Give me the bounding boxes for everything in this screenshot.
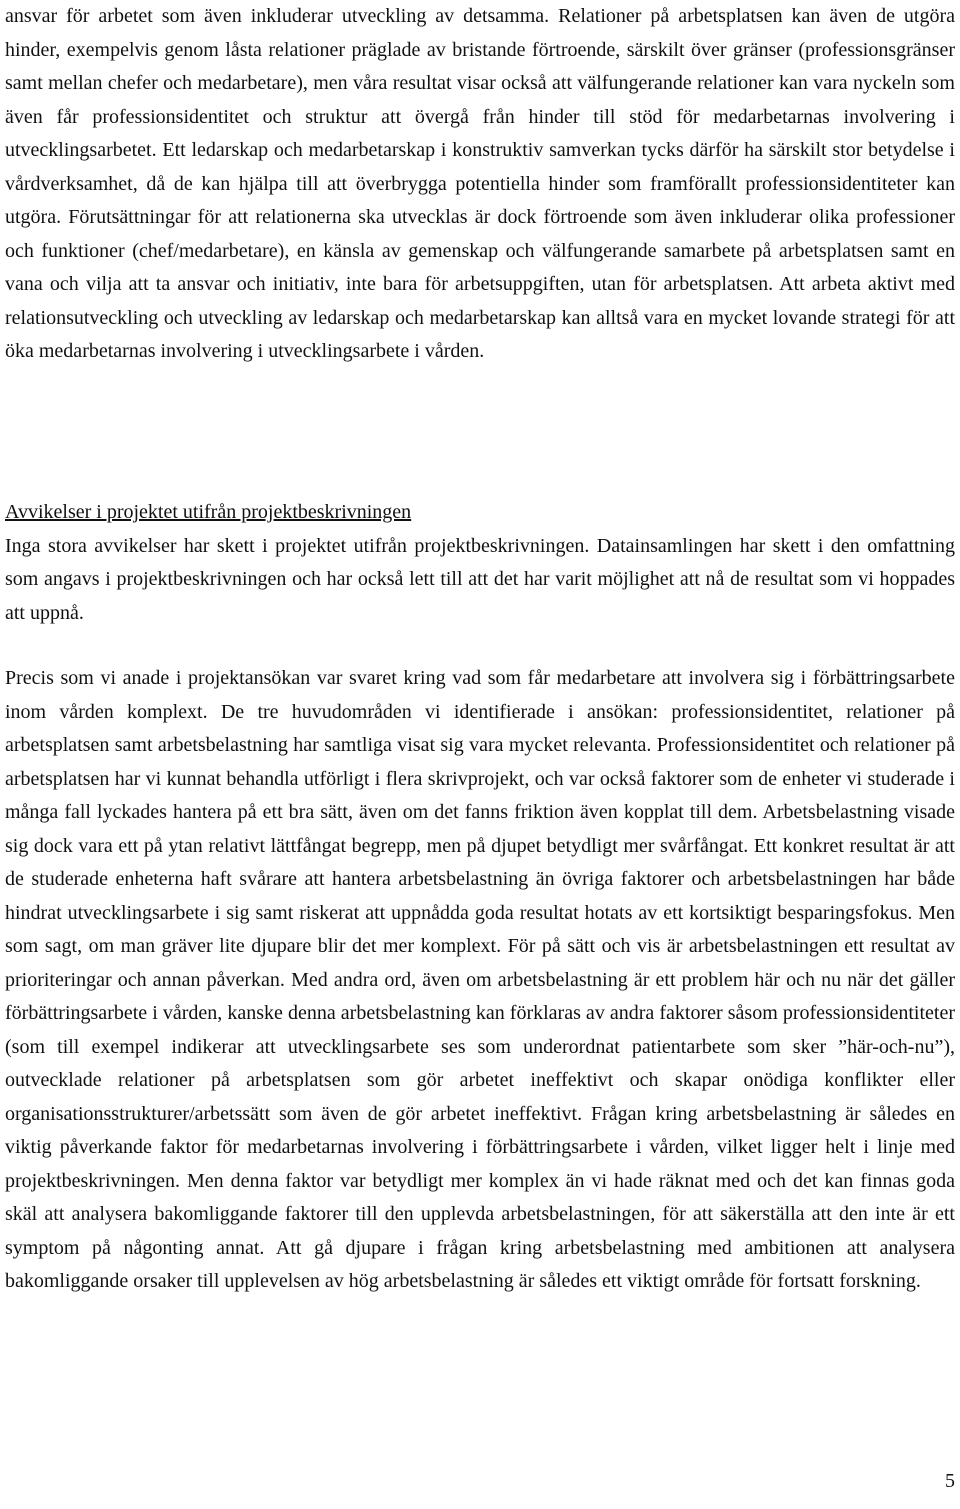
paragraph-deviations: Inga stora avvikelser har skett i projektet utifrån projektbeskrivningen. Datainsamlingen har skett i den omfattning som angavs i projektbeskrivningen och har också lett till att det har varit möjlighet att nå de resultat som vi hoppades att uppnå. <box>5 534 955 624</box>
paragraph-results: Precis som vi anade i projektansökan var svaret kring vad som får medarbetare att involvera sig i förbättringsarbete inom vården komplext. De tre huvudområden vi identifierade i ansökan: professionsidentitet, relationer på arbetsplatsen samt arbetsbelastning har samtliga visat sig vara mycket relevanta. Professionsidentitet och relationer på arbetsplatsen har vi kunnat behandla utförligt i flera skrivprojekt, och var också faktorer som de enheter vi studerade i många fall lyckades hantera på ett bra sätt, även om det fanns friktion även kopplat till dem. Arbetsbelastning visade sig dock vara ett på ytan relativt lättfångat begrepp, men på djupet betydligt mer svårfångat. Ett konkret resultat är att de studerade enheterna haft svårare att hantera arbetsbelastning än övriga faktorer och arbetsbelastningen har både hindrat utvecklingsarbete i sig samt riskerat att uppnådda goda resultat hotats av ett kortsiktigt besparingsfokus. Men som sagt, om man gräver lite djupare blir det mer komplext. För på sätt och vis är arbetsbelastningen ett resultat av prioriteringar och annan påverkan. Med andra ord, även om arbetsbelastning är ett problem här och nu när det gäller förbättringsarbete i vården, kanske denna arbetsbelastning kan förklaras av andra faktorer såsom professionsidentiteter (som till exempel indikerar att utvecklingsarbete ses som underordnat patientarbete som sker ”här-och-nu”), outvecklade relationer på arbetsplatsen som gör arbetet ineffektivt och skapar onödiga konflikter eller organisationsstrukturer/arbetssätt som även de gör arbetet ineffektivt. Frågan kring arbetsbelastning är således en viktig påverkande faktor för medarbetarnas involvering i förbättringsarbete i vården, vilket ligger helt i linje med projektbeskrivningen. Men denna faktor var betydligt mer komplex än vi hade räknat med och det kan finnas goda skäl att analysera bakomliggande faktorer till den upplevda arbetsbelastningen, för att säkerställa att den inte är ett symptom på någonting annat. Att gå djupare i frågan kring arbetsbelastning med ambitionen att analysera bakomliggande orsaker till upplevelsen av hög arbetsbelastning är således ett viktigt område för fortsatt forskning. <box>5 667 955 1292</box>
page-number: 5 <box>945 1470 955 1492</box>
section-heading: Avvikelser i projektet utifrån projektbeskrivningen <box>5 501 412 523</box>
paragraph-intro: ansvar för arbetet som även inkluderar utveckling av detsamma. Relationer på arbetsplatsen kan även de utgöra hinder, exempelvis genom låsta relationer präglade av bristande förtroende, särskilt över gränser (professionsgränser samt mellan chefer och medarbetare), men våra resultat visar också att välfungerande relationer kan vara nyckeln som även får professionsidentitet och struktur att övergå från hinder till stöd för medarbetarnas involvering i utvecklingsarbetet. Ett ledarskap och medarbetarskap i konstruktiv samverkan tycks därför ha särskilt stor betydelse i vårdverksamhet, då de kan hjälpa till att överbrygga potentiella hinder som framförallt professionsidentiteter kan utgöra. Förutsättningar för att relationerna ska utvecklas är dock förtroende som även inkluderar olika professioner och funktioner (chef/medarbetare), en känsla av gemenskap och välfungerande samarbete på arbetsplatsen samt en vana och vilja att ta ansvar och initiativ, inte bara för arbetsuppgiften, utan för arbetsplatsen. Att arbeta aktivt med relationsutveckling och utveckling av ledarskap och medarbetarskap kan alltså vara en mycket lovande strategi för att öka medarbetarnas involvering i utvecklingsarbete i vården. <box>5 5 955 362</box>
section-deviations <box>5 496 955 630</box>
